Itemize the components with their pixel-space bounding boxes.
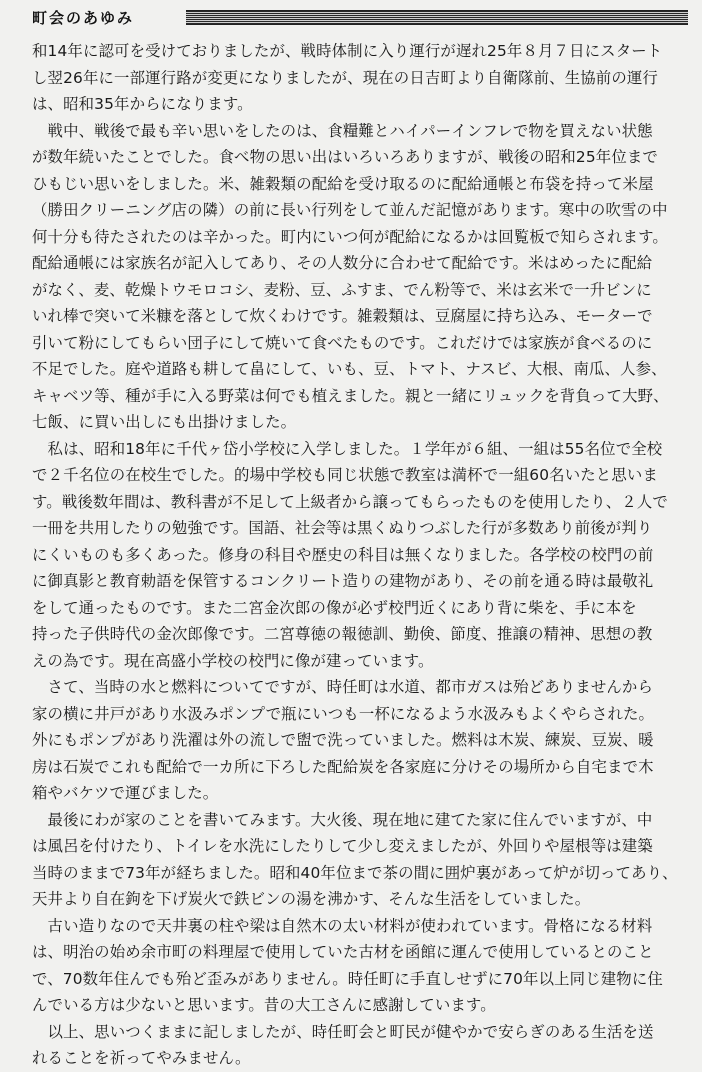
text-line: は、明治の始め余市町の料理屋で使用していた古材を函館に運んで使用しているとのこと bbox=[32, 943, 654, 961]
text-line: 当時のままで73年が経ちました。昭和40年位まで茶の間に囲炉裏があって炉が切ってあり、 bbox=[32, 863, 678, 882]
text-line: さて、当時の水と燃料についてですが、時任町は水道、都市ガスは殆どありませんから bbox=[32, 678, 654, 696]
text-line: す。戦後数年間は、教科書が不足して上級者から譲ってもらったものを使用したり、２人で bbox=[32, 492, 668, 511]
text-line: 最後にわが家のことを書いてみます。大火後、現在地に建てた家に住んでいますが、中 bbox=[32, 810, 653, 829]
text-line: 七飯、に買い出しにも出掛けました。 bbox=[32, 413, 297, 431]
text-line: は風呂を付けたり、トイレを水洗にしたりして少し変えましたが、外回りや屋根等は建築 bbox=[32, 837, 653, 855]
text-line: 持った子供時代の金次郎像です。二宮尊徳の報徳訓、勤倹、節度、推譲の精神、思想の教 bbox=[32, 625, 653, 643]
text-line: 不足でした。庭や道路も耕して畠にして、いも、豆、トマト、ナスビ、大根、南瓜、人参、 bbox=[32, 360, 667, 378]
text-line: （勝田クリーニング店の隣）の前に長い行列をして並んだ記憶があります。寒中の吹雪の中 bbox=[32, 201, 668, 219]
text-line: 和14年に認可を受けておりましたが、戦時体制に入り運行が遅れ25年８月７日にスタート bbox=[32, 42, 663, 60]
text-line: んでいる方は少ないと思います。昔の大工さんに感謝しています。 bbox=[32, 996, 496, 1014]
text-line: にくいものも多くあった。修身の科目や歴史の科目は無くなりました。各学校の校門の前 bbox=[32, 545, 654, 564]
text-line: 何十分も待たされたのは辛かった。町内にいつ何が配給になるかは回覧板で知らされます。 bbox=[32, 227, 668, 246]
text-line: がなく、麦、乾燥トウモロコシ、麦粉、豆、ふすま、でん粉等で、米は玄米で一升ビンに bbox=[32, 280, 652, 299]
text-line: し翌26年に一部運行路が変更になりましたが、現在の日吉町より自衛隊前、生協前の運行 bbox=[32, 68, 658, 87]
text-line: 私は、昭和18年に千代ヶ岱小学校に入学しました。１学年が６組、一組は55名位で全校 bbox=[32, 439, 663, 458]
text-line: 戦中、戦後で最も辛い思いをしたのは、食糧難とハイパーインフレで物を買えない状態 bbox=[32, 121, 653, 140]
text-line: 古い造りなので天井裏の柱や梁は自然木の太い材料が使われています。骨格になる材料 bbox=[32, 916, 653, 935]
section-title: 町会のあゆみ bbox=[32, 9, 135, 27]
section-header bbox=[26, 6, 688, 28]
text-line: をして通ったものです。また二宮金次郎の像が必ず校門近くにあり背に柴を、手に本を bbox=[32, 598, 637, 617]
text-line: 天井より自在鉤を下げ炭火で鉄ビンの湯を沸かす、そんな生活をしていました。 bbox=[32, 890, 591, 908]
text-line: 外にもポンプがあり洗濯は外の流しで盥で洗っていました。燃料は木炭、練炭、豆炭、暖 bbox=[32, 731, 654, 749]
text-line: れることを祈ってやみません。 bbox=[32, 1049, 251, 1067]
text-line: 引いて粉にしてもらい団子にして焼いて食べたものです。これだけでは家族が食べるのに bbox=[32, 333, 653, 352]
text-line: で２千名位の在校生でした。的場中学校も同じ状態で教室は満杯で一組60名いたと思いま bbox=[32, 466, 658, 484]
text-line: 家の横に井戸があり水汲みポンプで瓶にいつも一杯になるよう水汲みもよくやらされた。 bbox=[32, 704, 655, 723]
text-line: が数年続いたことでした。食べ物の思い出はいろいろありますが、戦後の昭和25年位まで bbox=[32, 148, 658, 166]
text-line: えの為です。現在高盛小学校の校門に像が建っています。 bbox=[32, 651, 434, 670]
text-line: は、昭和35年からになります。 bbox=[32, 95, 253, 113]
text-line: 以上、思いつくままに記しましたが、時任町会と町民が健やかで安らぎのある生活を送 bbox=[32, 1022, 654, 1041]
text-line: で、70数年住んでも殆ど歪みがありません。時任町に手直しせずに70年以上同じ建物に住 bbox=[32, 969, 663, 988]
text-line: いれ棒で突いて米糠を落として炊くわけです。雑穀類は、豆腐屋に持ち込み、モーターで bbox=[32, 307, 653, 325]
text-line: ひもじい思いをしました。米、雑穀類の配給を受け取るのに配給通帳と布袋を持って米屋 bbox=[32, 174, 654, 193]
text-line: 一冊を共用したりの勉強です。国語、社会等は黒くぬりつぶした行が多数あり前後が判り bbox=[32, 519, 653, 537]
text-line: キャベツ等、種が手に入る野菜は何でも植えました。親と一緒にリュックを背負って大野、 bbox=[32, 386, 669, 405]
text-line: 房は石炭でこれも配給で一カ所に下ろした配給炭を各家庭に分けその場所から自宅まで木 bbox=[32, 757, 654, 776]
article-body bbox=[32, 38, 682, 1072]
text-line: 箱やバケツで運びました。 bbox=[32, 784, 219, 802]
text-line: に御真影と教育勅語を保管するコンクリート造りの建物があり、その前を通る時は最敬礼 bbox=[32, 572, 654, 590]
text-line: 配給通帳には家族名が記入してあり、その人数分に合わせて配給です。米はめったに配給 bbox=[32, 254, 653, 272]
header-rule bbox=[186, 10, 688, 25]
